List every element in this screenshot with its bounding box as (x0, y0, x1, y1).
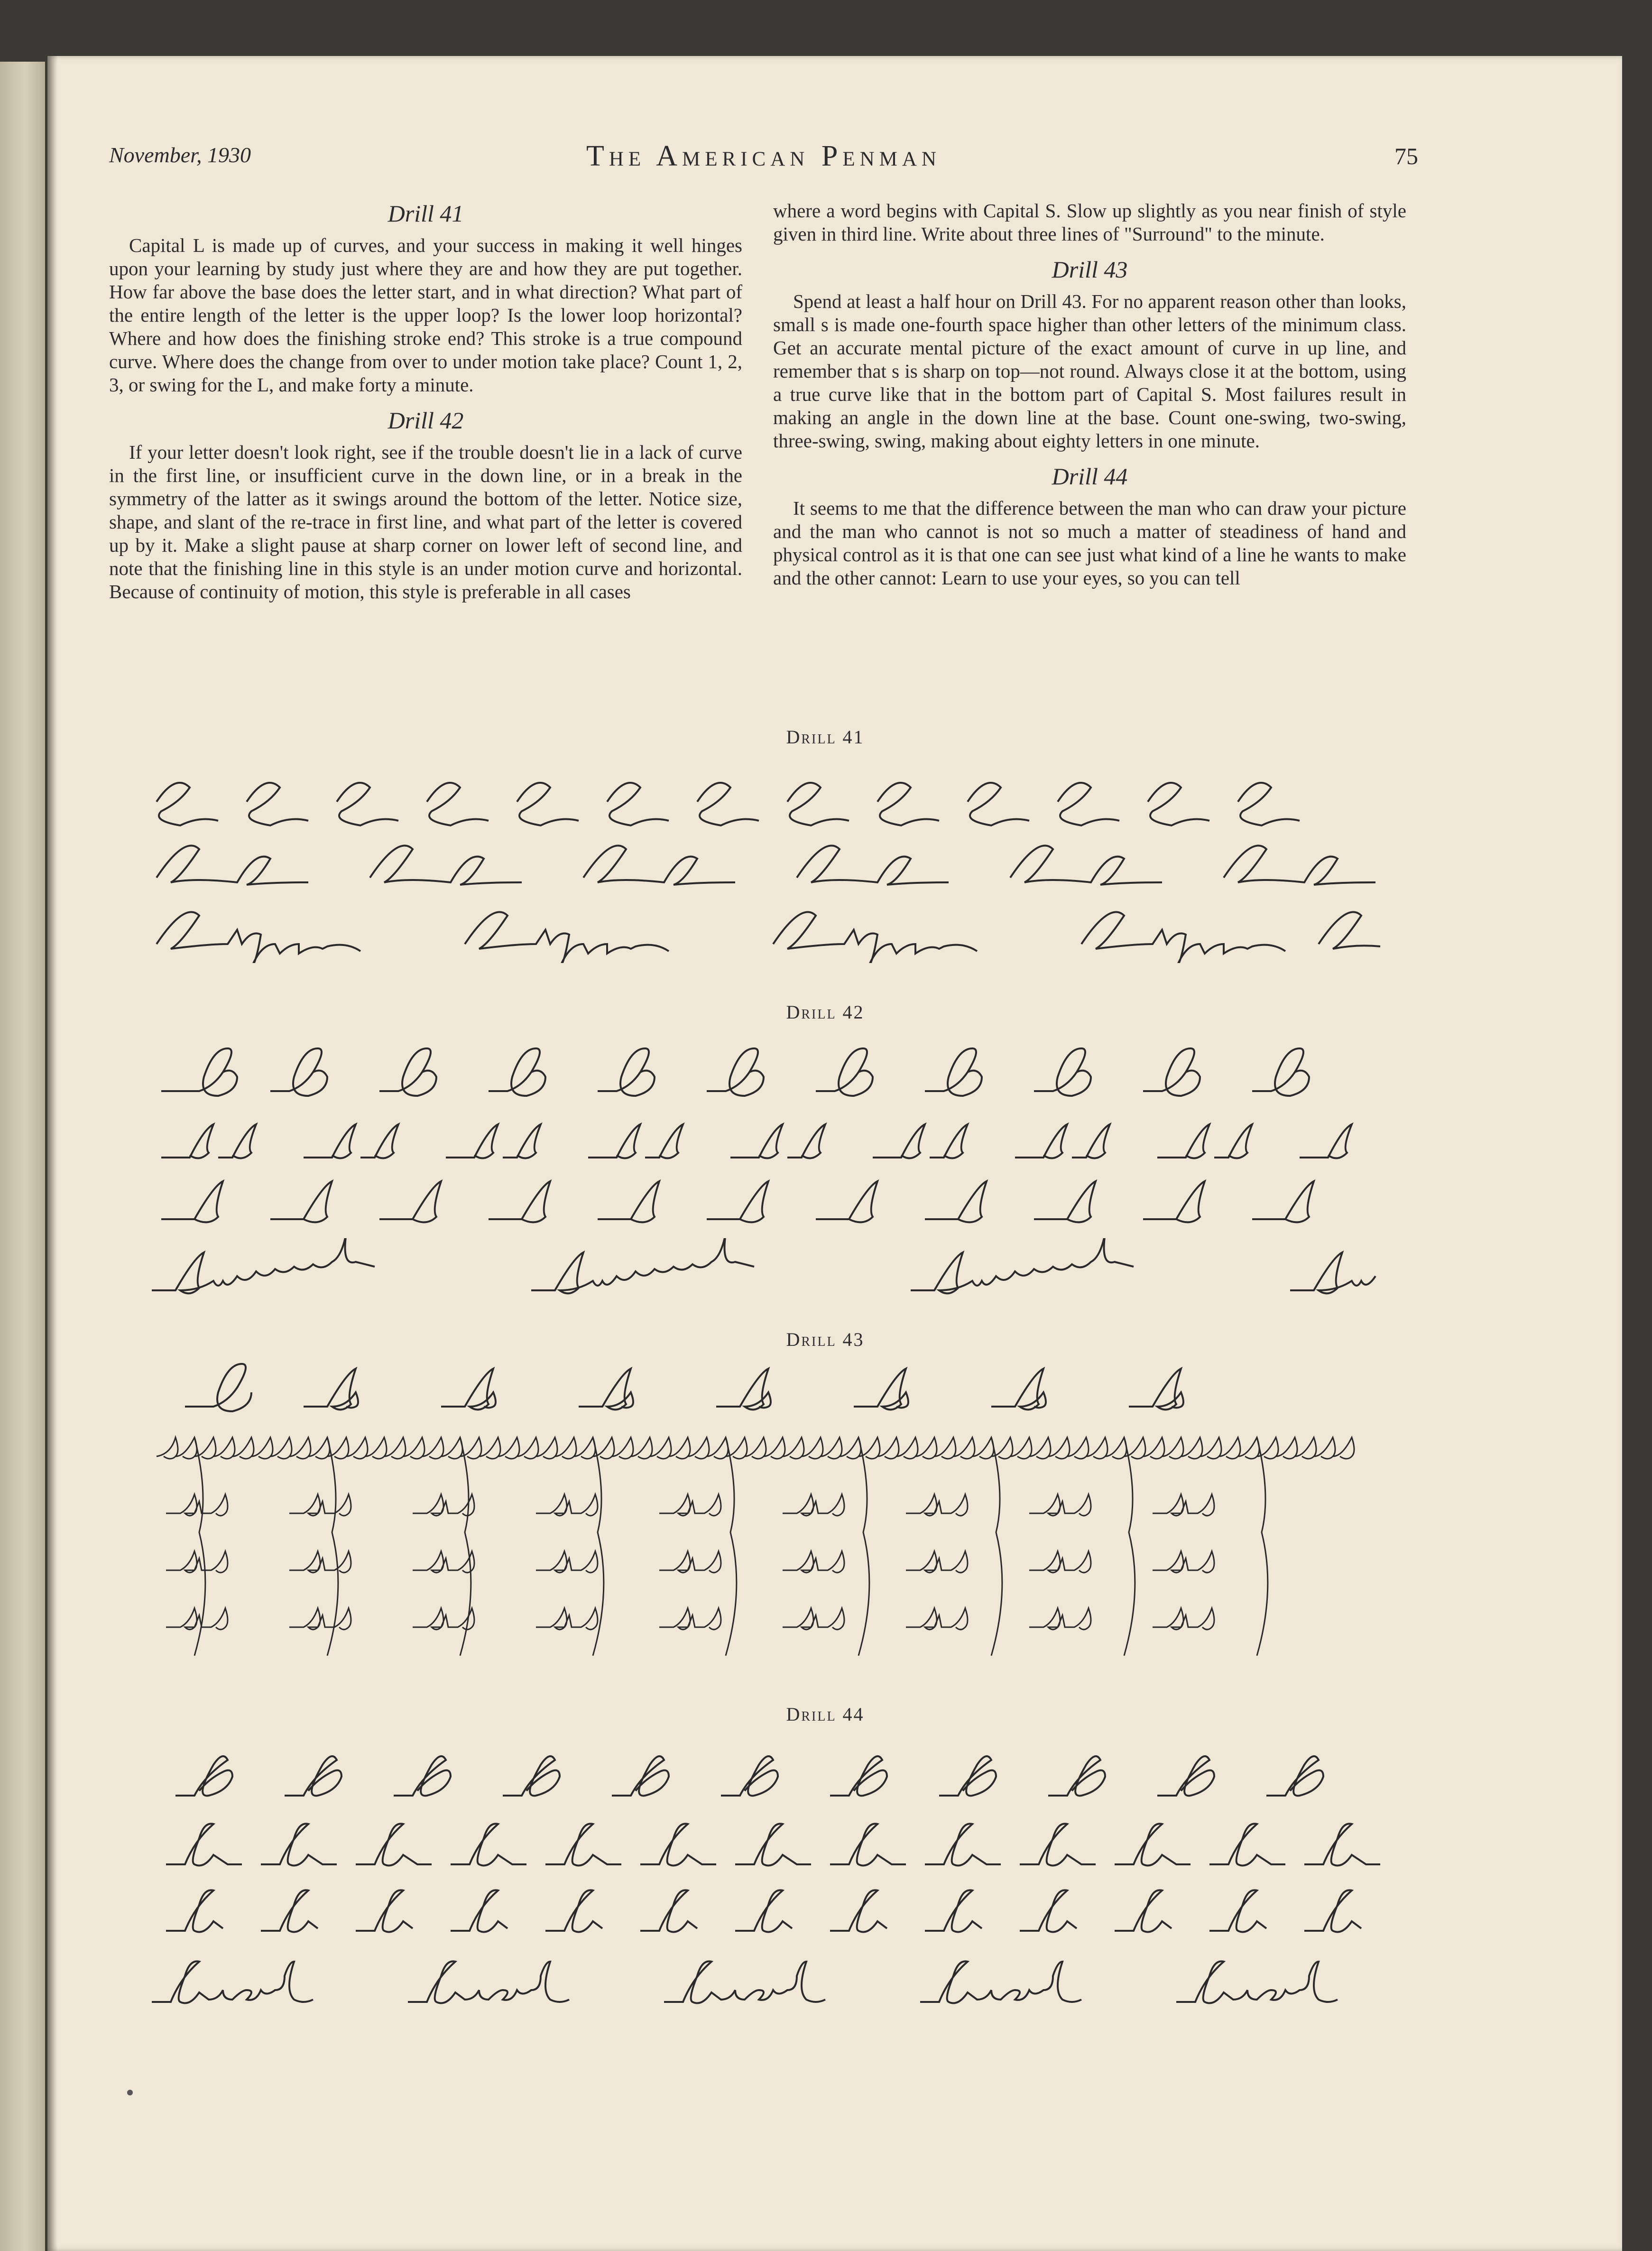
right-text-column (773, 199, 1406, 602)
drill-41-row-1 (147, 769, 1418, 830)
script-capital-l-loops (147, 769, 1418, 830)
script-capital-g-row-alt (147, 1883, 1418, 1945)
script-capital-g-row (147, 1817, 1418, 1879)
drill-41-row-2 (147, 835, 1418, 892)
drill-43-small-s-grid (147, 1428, 1418, 1665)
script-capital-g-ovals (147, 1746, 1418, 1812)
script-small-s-grid (147, 1428, 1418, 1665)
script-capital-s-single (147, 1172, 1418, 1233)
drill-41-plate-caption: Drill 41 (786, 726, 865, 748)
drill-42-heading: Drill 42 (388, 407, 464, 434)
drill-41-row-3 (147, 897, 1418, 963)
drill-41-heading: Drill 41 (388, 200, 464, 227)
ink-speck (127, 2090, 133, 2095)
script-liquor-words (147, 897, 1418, 963)
drill-43-row-1 (147, 1362, 1418, 1418)
drill-42-row-2 (147, 1115, 1418, 1167)
drill-42-row-4 (147, 1238, 1418, 1305)
drill-42-plate-caption: Drill 42 (786, 1001, 865, 1023)
drill-42-continuation: where a word begins with Capital S. Slow up slightly as you near finish of style given in third line. Write about three lines of "Surround" to the minute. (773, 200, 1406, 245)
page-gutter-shadow (47, 56, 58, 2251)
drill-43-plate-caption: Drill 43 (786, 1329, 865, 1350)
page-number: 75 (1394, 143, 1418, 169)
drill-44-row-3 (147, 1883, 1418, 1945)
running-header (109, 142, 1418, 180)
script-capital-s-pairs (147, 1115, 1418, 1167)
script-surround-words (147, 1238, 1418, 1305)
left-text-column (109, 199, 742, 616)
drill-43-text: Spend at least a half hour on Drill 43. For no apparent reason other than looks, small s is made one-fourth space higher than other letters of the minimum class. Get an accurate mental picture of the exact amount of curve in up line, and remember that s is sharp on top—not round. Always close it at the bottom, using a true curve like that in the bottom part of Capital S. Most failures result in making an angle in the down line at the base. Count one-swing, two-swing, three-swing, swing, making about eighty letters in one minute. (773, 290, 1406, 452)
magazine-title: The American Penman (586, 140, 941, 172)
drill-42-text: If your letter doesn't look right, see if the trouble doesn't lie in a lack of curve in the first line, or insufficient curve in the down line, or in a break in the symmetry of the latter as it swings around the bottom of the letter. Notice size, shape, and slant of the re-trace in first line, and what part of the letter is covered up by it. Make a slight pause at sharp corner on lower left of second line, and note that the finishing line in this style is an under motion curve and horizontal. Because of continuity of motion, this style is preferable in all cases (109, 441, 742, 602)
drill-43-heading: Drill 43 (1052, 256, 1128, 283)
drill-44-row-2 (147, 1817, 1418, 1879)
drill-44-plate-caption: Drill 44 (786, 1704, 865, 1725)
drill-44-text: It seems to me that the difference between the man who can draw your picture and the man who cannot is not so much a matter of steadiness of hand and physical control as it is that one can see just what kind of a line he wants to make and the other cannot: Learn to use your eyes, so you can tell (773, 497, 1406, 589)
script-guard-words (147, 1950, 1418, 2021)
drill-42-row-3 (147, 1172, 1418, 1233)
drill-41-text: Capital L is made up of curves, and your success in making it well hinges upon your learning by study just where they are and how they are put together. How far above the base does the letter start, and in what direction? What part of the entire length of the letter is the upper loop? Is the lower loop horizontal? Where and how does the finishing stroke end? This stroke is a true compound curve. Where does the change from over to under motion take place? Count 1, 2, 3, or swing for the L, and make forty a minute. (109, 234, 742, 396)
script-capital-l-row (147, 835, 1418, 892)
drill-44-row-4 (147, 1950, 1418, 2021)
drill-44-row-1 (147, 1746, 1418, 1812)
drill-44-heading: Drill 44 (1052, 463, 1128, 490)
drill-42-row-1 (147, 1044, 1418, 1110)
script-capital-small-s-pairs (147, 1362, 1418, 1418)
issue-date: November, 1930 (109, 143, 251, 167)
script-capital-s-ovals (147, 1044, 1418, 1110)
facing-page-edge (0, 62, 45, 2251)
